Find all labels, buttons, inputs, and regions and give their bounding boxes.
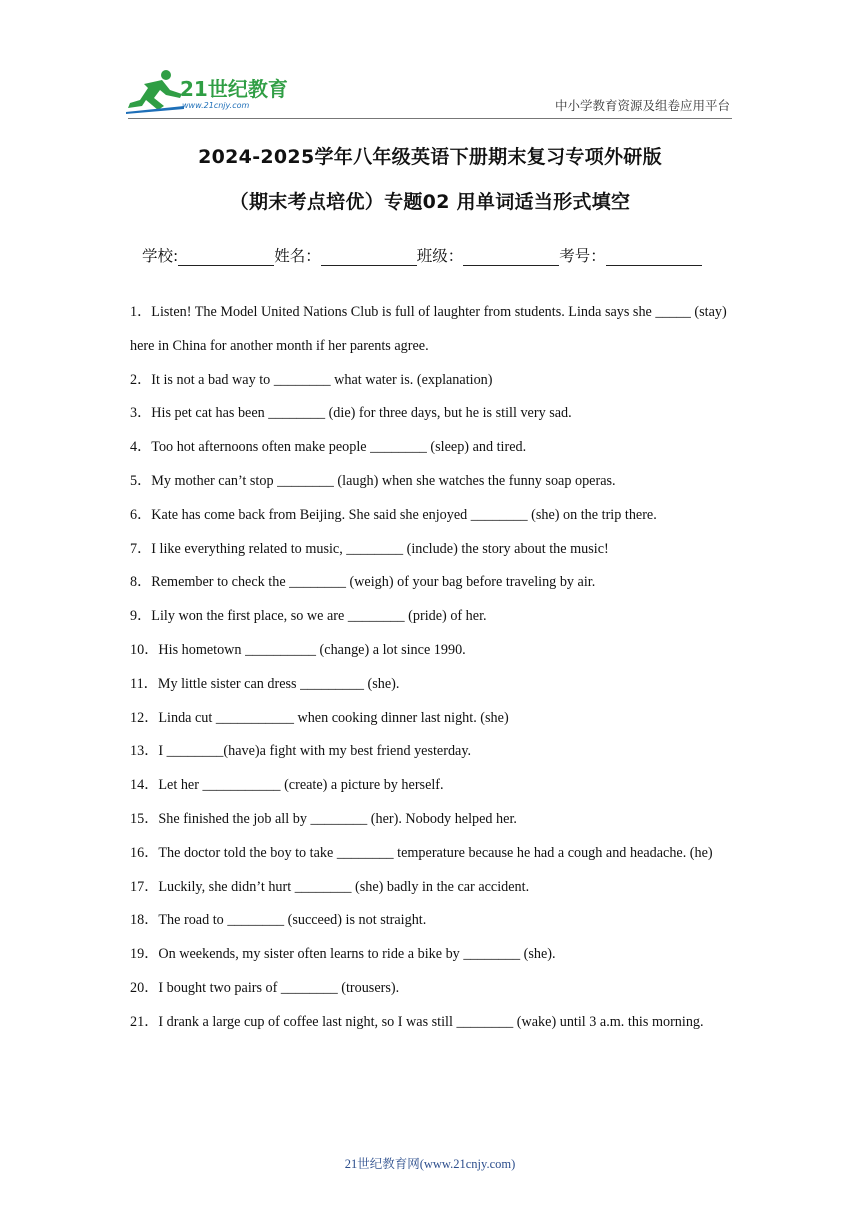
question-item: 3．His pet cat has been ________ (die) for three days, but he is still very sad. <box>130 405 572 422</box>
class-label: 班级： <box>416 247 464 265</box>
question-item: 1．Listen! The Model United Nations Club is full of laughter from students. Linda says she _____ (stay) here in China for another month if her parents agree. <box>130 304 727 354</box>
question-item: 4．Too hot afternoons often make people ________ (sleep) and tired. <box>130 439 527 456</box>
name-field <box>274 244 417 266</box>
school-field <box>142 244 274 266</box>
question-item: 13．I ________(have)a fight with my best friend yesterday. <box>130 743 472 760</box>
svg-text:www.21cnjy.com: www.21cnjy.com <box>182 101 250 110</box>
name-blank[interactable] <box>321 247 417 266</box>
brand-logo <box>124 68 294 114</box>
question-list <box>130 296 732 1040</box>
question-item: 18．The road to ________ (succeed) is not straight. <box>130 912 427 929</box>
header-divider <box>128 118 732 119</box>
question-item: 5．My mother can’t stop ________ (laugh) when she watches the funny soap operas. <box>130 472 616 489</box>
student-info <box>142 244 702 266</box>
question-item: 19．On weekends, my sister often learns to ride a bike by ________ (she). <box>130 946 556 963</box>
question-item: 11．My little sister can dress _________ (she). <box>130 675 400 692</box>
question-item: 20．I bought two pairs of ________ (trousers). <box>130 979 400 996</box>
question-item: 8．Remember to check the ________ (weigh) of your bag before traveling by air. <box>130 574 596 591</box>
runner-icon <box>126 70 184 114</box>
document-subtitle: （期末考点培优）专题02 用单词适当形式填空 <box>229 191 631 213</box>
school-blank[interactable] <box>178 247 274 266</box>
question-item: 17．Luckily, she didn’t hurt ________ (she) badly in the car accident. <box>130 878 530 895</box>
page-footer[interactable]: 21世纪教育网(www.21cnjy.com) <box>344 1157 516 1171</box>
question-item: 6．Kate has come back from Beijing. She said she enjoyed ________ (she) on the trip there. <box>130 506 657 523</box>
question-item: 21．I drank a large cup of coffee last night, so I was still ________ (wake) until 3 a.m. this morning. <box>130 1013 704 1030</box>
question-item: 12．Linda cut ___________ when cooking dinner last night. (she) <box>130 709 509 726</box>
platform-label: 中小学教育资源及组卷应用平台 <box>554 98 730 113</box>
exam-number-field <box>559 244 702 266</box>
name-label: 姓名： <box>274 247 321 265</box>
question-item: 14．Let her ___________ (create) a picture by herself. <box>130 777 444 794</box>
question-item: 2．It is not a bad way to ________ what water is. (explanation) <box>130 371 493 388</box>
exam-number-blank[interactable] <box>606 247 702 266</box>
question-item: 9．Lily won the first place, so we are ________ (pride) of her. <box>130 608 487 625</box>
question-item: 15．She finished the job all by ________ (her). Nobody helped her. <box>130 810 517 827</box>
class-field <box>417 244 560 266</box>
school-label: 学校: <box>142 247 179 265</box>
question-item: 10．His hometown __________ (change) a lot since 1990. <box>130 641 466 658</box>
class-blank[interactable] <box>463 247 559 266</box>
svg-text:21世纪教育: 21世纪教育 <box>180 77 288 101</box>
question-item: 16．The doctor told the boy to take ________ temperature because he had a cough and headache. (he) <box>130 844 713 861</box>
document-title: 2024-2025学年八年级英语下册期末复习专项外研版 <box>198 146 662 168</box>
exam-number-label: 考号： <box>559 247 606 265</box>
question-item: 7．I like everything related to music, ________ (include) the story about the music! <box>130 540 609 557</box>
page-header <box>0 0 860 120</box>
